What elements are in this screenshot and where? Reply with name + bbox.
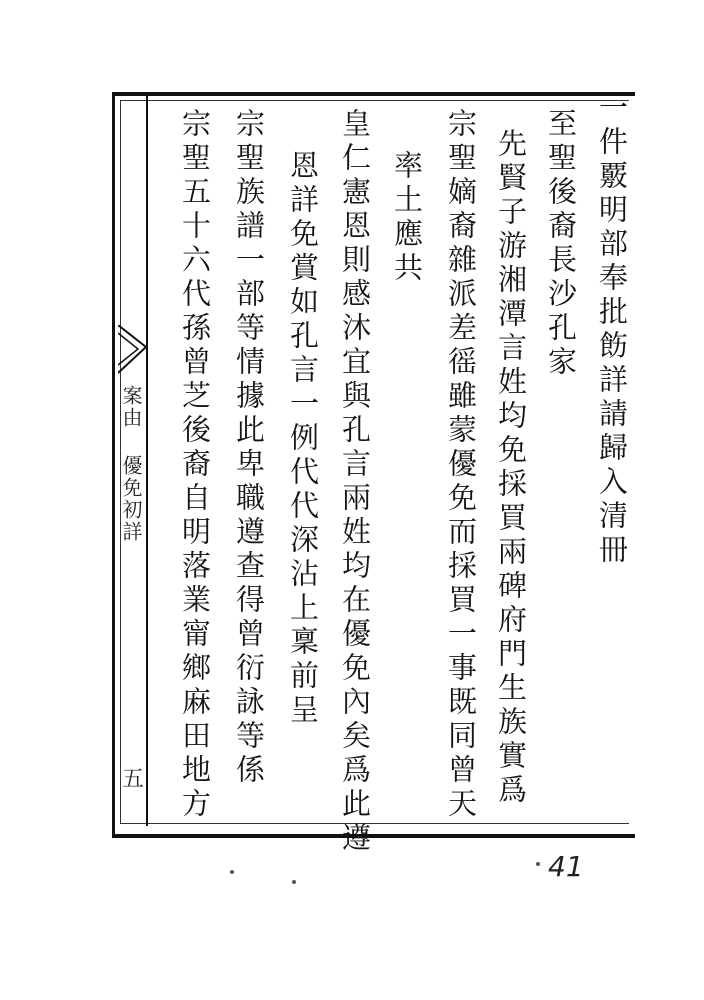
text-column-7: 恩詳免賞如孔言一例代代深沾上稟前呈 xyxy=(286,150,320,728)
fold-title: 案由 優免初詳 xyxy=(119,385,143,543)
fish-tail-mark xyxy=(118,325,146,375)
text-column-3: 先賢子游湘潭言姓均免採買兩碑府門生族實爲 xyxy=(494,128,528,808)
text-column-9: 宗聖五十六代孫曾芝後裔自明落業甯鄉麻田地方 xyxy=(178,108,212,822)
text-column-4: 宗聖嫡裔雜派差徭雖蒙優免而採買一事既同曾天 xyxy=(444,108,478,822)
text-column-2: 至聖後裔長沙孔家 xyxy=(544,108,578,380)
speck xyxy=(230,870,234,874)
text-column-1: 一件覈明部奉批飭詳請歸入清冊 xyxy=(595,92,629,568)
text-column-8: 宗聖族譜一部等情據此卑職遵查得曾衍詠等係 xyxy=(232,108,266,788)
speck xyxy=(536,862,540,866)
speck xyxy=(292,880,296,884)
text-column-5: 率土應共 xyxy=(390,150,424,286)
text-column-6: 皇仁憲恩則感沐宜與孔言兩姓均在優免內矣爲此遵 xyxy=(338,108,372,856)
page-number: 五 xyxy=(121,767,144,792)
handwritten-page-number: 41 xyxy=(548,850,584,883)
